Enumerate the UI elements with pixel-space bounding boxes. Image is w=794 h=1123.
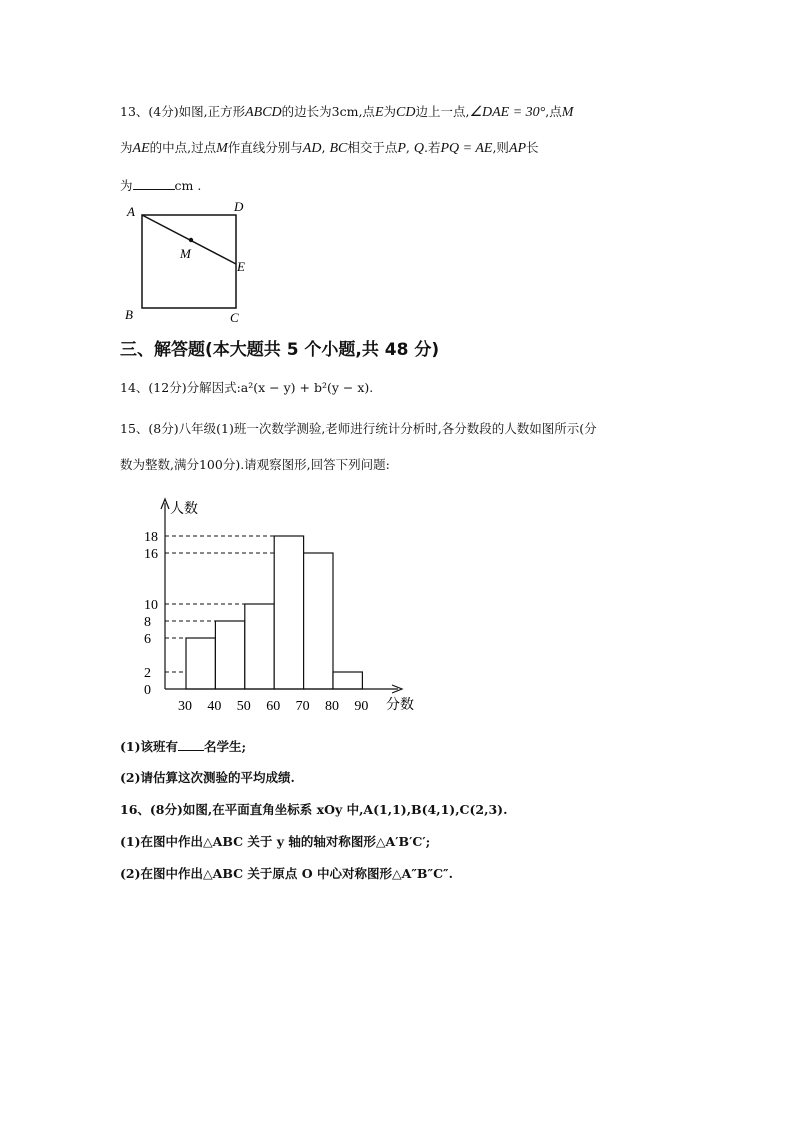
label-b: B <box>125 307 133 322</box>
y-tick-label: 2 <box>144 666 151 681</box>
q16-line-1: 16、(8分)如图,在平面直角坐标系 xOy 中,A(1,1),B(4,1),C(2,3). <box>120 802 508 817</box>
q16-line-3: (2)在图中作出△ABC 关于原点 O 中心对称图形△A″B″C″. <box>120 866 453 881</box>
x-tick-label: 70 <box>295 699 310 714</box>
label-d: D <box>234 199 244 214</box>
square-figure <box>118 198 258 328</box>
label-e: E <box>237 259 245 274</box>
x-tick-label: 30 <box>178 699 192 714</box>
q16-line-2: (1)在图中作出△ABC 关于 y 轴的轴对称图形△A′B′C′; <box>120 834 431 849</box>
q15-line-2: 数为整数,满分100分).请观察图形,回答下列问题: <box>120 457 390 472</box>
histogram-bar <box>333 672 362 689</box>
q13-line-2: 为AE的中点,过点M作直线分别与AD, BC相交于点P, Q.若PQ = AE,则AP长 <box>120 140 539 156</box>
x-axis-label: 分数 <box>386 698 414 713</box>
q15-sub-2: (2)请估算这次测验的平均成绩. <box>120 770 295 785</box>
q13-line-3: 为 cm . <box>120 178 202 193</box>
y-tick-label: 0 <box>144 683 151 698</box>
histogram-chart <box>130 495 430 720</box>
point-m <box>189 238 193 242</box>
x-tick-label: 80 <box>325 699 339 714</box>
section-title: 三、解答题(本大题共 5 个小题,共 48 分) <box>120 340 440 360</box>
histogram-bar <box>274 536 303 689</box>
y-tick-label: 8 <box>144 615 151 630</box>
answer-blank[interactable] <box>133 177 175 190</box>
y-tick-label: 18 <box>144 530 158 545</box>
histogram-bar <box>304 553 333 689</box>
q15-sub-1: (1)该班有 名学生; <box>120 739 247 754</box>
x-tick-label: 90 <box>354 699 369 714</box>
x-tick-label: 40 <box>207 699 222 714</box>
histogram-bar <box>186 638 215 689</box>
label-m: M <box>180 246 191 261</box>
x-tick-label: 60 <box>266 699 281 714</box>
histogram-bar <box>215 621 244 689</box>
q13-line-1: 13、(4分)如图,正方形ABCD的边长为3cm,点E为CD边上一点,∠DAE = 30°,点M <box>120 104 574 120</box>
y-tick-label: 16 <box>144 547 158 562</box>
square <box>142 215 236 308</box>
x-tick-label: 50 <box>236 699 251 714</box>
y-tick-label: 6 <box>144 632 151 647</box>
q14-line: 14、(12分)分解因式:a²(x − y) + b²(y − x). <box>120 380 374 395</box>
label-a: A <box>127 204 135 219</box>
histogram-bar <box>245 604 274 689</box>
y-axis-label: 人数 <box>170 502 198 517</box>
y-tick-label: 10 <box>144 598 158 613</box>
label-c: C <box>230 310 239 325</box>
q15-line-1: 15、(8分)八年级(1)班一次数学测验,老师进行统计分析时,各分数段的人数如图所示(分 <box>120 421 597 436</box>
student-count-blank[interactable] <box>178 738 204 751</box>
